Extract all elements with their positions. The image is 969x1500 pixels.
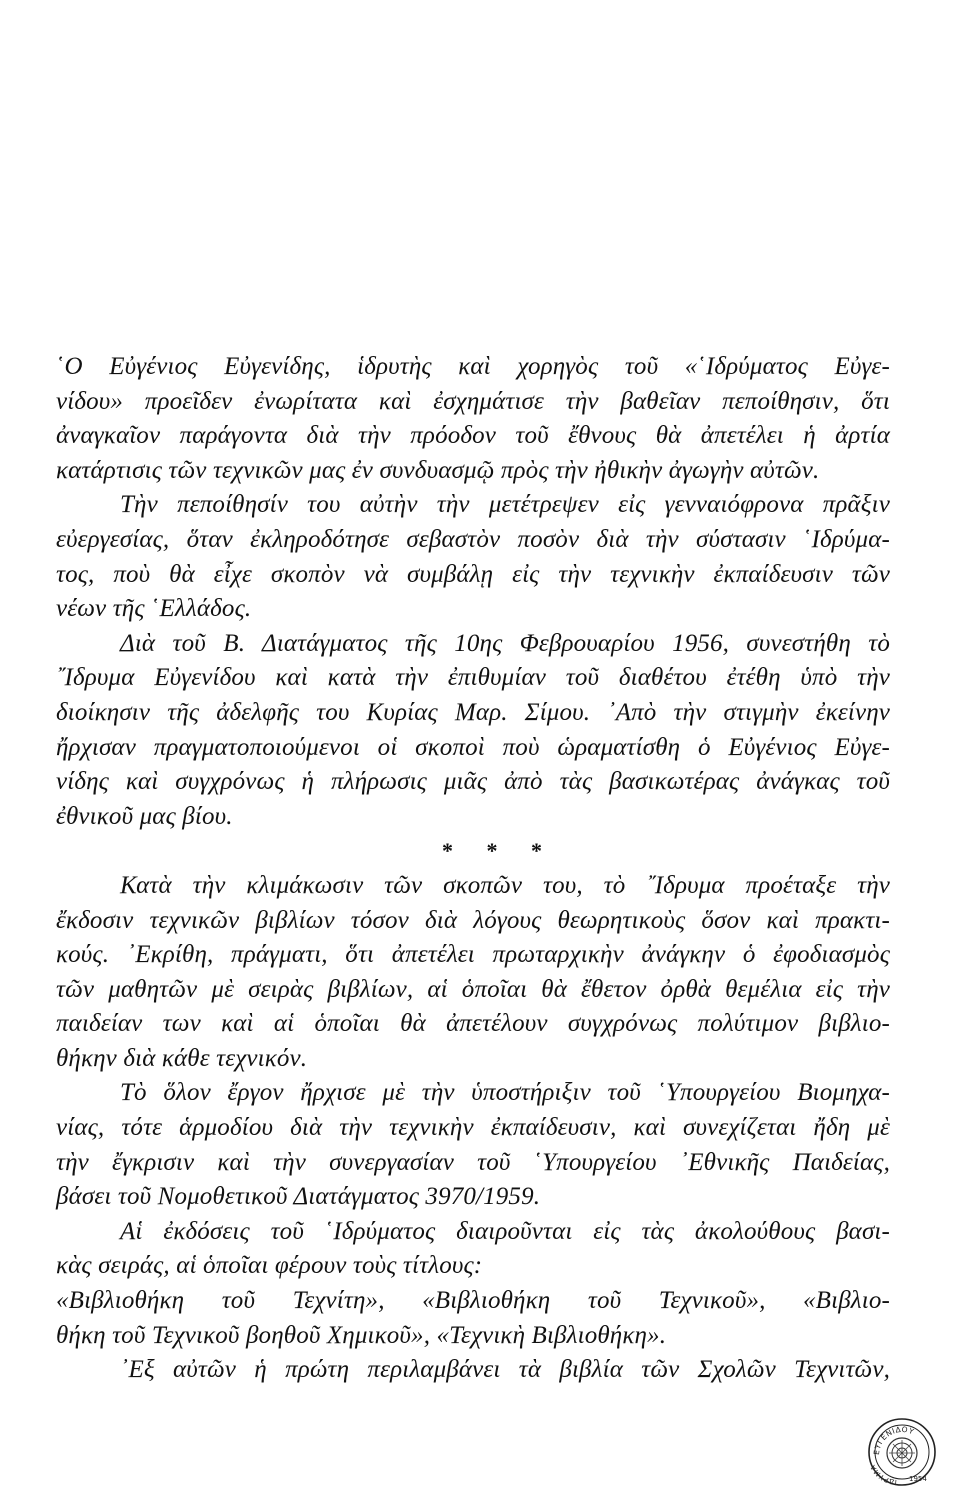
paragraph-decree	[56, 627, 890, 835]
seal-text-left: ΙΔΡΥΜΑ	[868, 1463, 898, 1487]
paragraph-first-series	[56, 1353, 890, 1388]
seal-text-top: ΕΥΓΕΝΙΔΟΥ	[871, 1424, 916, 1456]
text-line: νίδης καὶ συγχρόνως ἡ πλήρωσις μιᾶς ἀπὸ τὰς βασικωτέρας ἀνάγκας τοῦ	[56, 768, 890, 796]
text-line: Τὸ ὅλον ἔργον ἤρχισε μὲ τὴν ὑποστήριξιν τοῦ ῾Υπουργείου Βιομηχα-	[120, 1079, 890, 1107]
text-line: «Βιβλιοθήκη τοῦ Τεχνίτη», «Βιβλιοθήκη τοῦ Τεχνικοῦ», «Βιβλιο-	[56, 1287, 890, 1315]
paragraph-bequest	[56, 488, 890, 626]
text-line: παιδείαν των καὶ αἱ ὁποῖαι θὰ ἀπετέλουν συγχρόνως πολύτιμον βιβλιο-	[56, 1010, 890, 1038]
text-line: διοίκησιν τῆς ἀδελφῆς του Κυρίας Μαρ. Σίμου. ᾿Απὸ τὴν στιγμὴν ἐκείνην	[56, 698, 890, 726]
text-line: τος, ποὺ θὰ εἶχε σκοπὸν νὰ συμβάλῃ εἰς τὴν τεχνικὴν ἐκπαίδευσιν τῶν	[56, 560, 890, 588]
foundation-seal	[867, 1417, 937, 1487]
text-line: εὐεργεσίας, ὅταν ἐκληροδότησε σεβαστὸν ποσὸν διὰ τὴν σύστασιν ῾Ιδρύμα-	[56, 525, 890, 553]
paragraph-series-titles	[56, 1284, 890, 1353]
text-line: νίδου» προεῖδεν ἐνωρίτατα καὶ ἐσχημάτισε τὴν βαθεῖαν πεποίθησιν, ὅτι	[56, 387, 890, 415]
text-line: ῾Ο Εὐγένιος Εὐγενίδης, ἱδρυτὴς καὶ χορηγὸς τοῦ «῾Ιδρύματος Εὐγε-	[56, 353, 890, 380]
text-line: Κατὰ τὴν κλιμάκωσιν τῶν σκοπῶν του, τὸ ῎Ιδρυμα προέταξε τὴν	[120, 871, 890, 899]
text-line: ῎Ιδρυμα Εὐγενίδου καὶ κατὰ τὴν ἐπιθυμίαν τοῦ διαθέτου ἐτέθη ὑπὸ τὴν	[56, 664, 890, 692]
text-line: Τὴν πεποίθησίν του αὐτὴν τὴν μετέτρεψεν εἰς γενναιόφρονα πρᾶξιν	[120, 491, 890, 519]
text-line: ἤρχισαν πραγματοποιούμενοι οἱ σκοποὶ ποὺ ὡραματίσθη ὁ Εὐγένιος Εὐγε-	[56, 733, 890, 761]
text-line: κὰς σειράς, αἱ ὁποῖαι φέρουν τοὺς τίτλους:	[56, 1252, 483, 1280]
paragraph-series	[56, 1215, 890, 1284]
text-line: νίας, τότε ἁρμοδίου διὰ τὴν τεχνικὴν ἐκπαίδευσιν, καὶ συνεχίζεται ἤδη μὲ	[56, 1114, 890, 1142]
text-line: θήκην διὰ κάθε τεχνικόν.	[56, 1044, 308, 1072]
text-line: ἐθνικοῦ μας βίου.	[56, 802, 233, 830]
section-separator: * * *	[442, 838, 556, 864]
text-line: ᾿Εξ αὐτῶν ἡ πρώτη περιλαμβάνει τὰ βιβλία τῶν Σχολῶν Τεχνιτῶν,	[120, 1356, 890, 1384]
text-line: Διὰ τοῦ Β. Διατάγματος τῆς 10ης Φεβρουαρίου 1956, συνεστήθη τὸ	[120, 629, 890, 657]
text-line: ἔκδοσιν τεχνικῶν βιβλίων τόσον διὰ λόγους θεωρητικοὺς ὅσον καὶ πρακτι-	[56, 906, 890, 934]
paragraph-ministry	[56, 1076, 890, 1214]
text-line: κούς. ᾿Εκρίθη, πράγματι, ὅτι ἀπετέλει πρωταρχικὴν ἀνάγκην ὁ ἐφοδιασμὸς	[56, 941, 890, 969]
text-line: τῶν μαθητῶν μὲ σειρὰς βιβλίων, αἱ ὁποῖαι θὰ ἔθετον ὀρθὰ θεμέλια εἰς τὴν	[56, 975, 890, 1003]
seal-year: 1954	[909, 1475, 927, 1483]
paragraph-books	[56, 869, 890, 1077]
text-line: Αἱ ἐκδόσεις τοῦ ῾Ιδρύματος διαιροῦνται εἰς τὰς ἀκολούθους βασι-	[120, 1217, 890, 1245]
svg-text:ΙΔΡΥΜΑ	[869, 1463, 897, 1486]
seal-icon	[867, 1417, 937, 1487]
text-line: τὴν ἔγκρισιν καὶ τὴν συνεργασίαν τοῦ ῾Υπουργείου ᾿Εθνικῆς Παιδείας,	[56, 1148, 890, 1176]
text-line: θήκη τοῦ Τεχνικοῦ βοηθοῦ Χημικοῦ», «Τεχνικὴ Βιβλιοθήκη».	[56, 1321, 667, 1349]
text-line: βάσει τοῦ Νομοθετικοῦ Διατάγματος 3970/1959.	[56, 1183, 541, 1211]
text-line: κατάρτισις τῶν τεχνικῶν μας ἐν συνδυασμῷ πρὸς τὴν ἠθικὴν ἀγωγὴν αὐτῶν.	[56, 456, 820, 484]
text-line: νέων τῆς ῾Ελλάδος.	[56, 595, 252, 623]
text-line: ἀναγκαῖον παράγοντα διὰ τὴν πρόοδον τοῦ ἔθνους θὰ ἀπετέλει ἡ ἀρτία	[56, 422, 890, 450]
body-text	[56, 350, 890, 1388]
paragraph-intro	[56, 350, 890, 488]
